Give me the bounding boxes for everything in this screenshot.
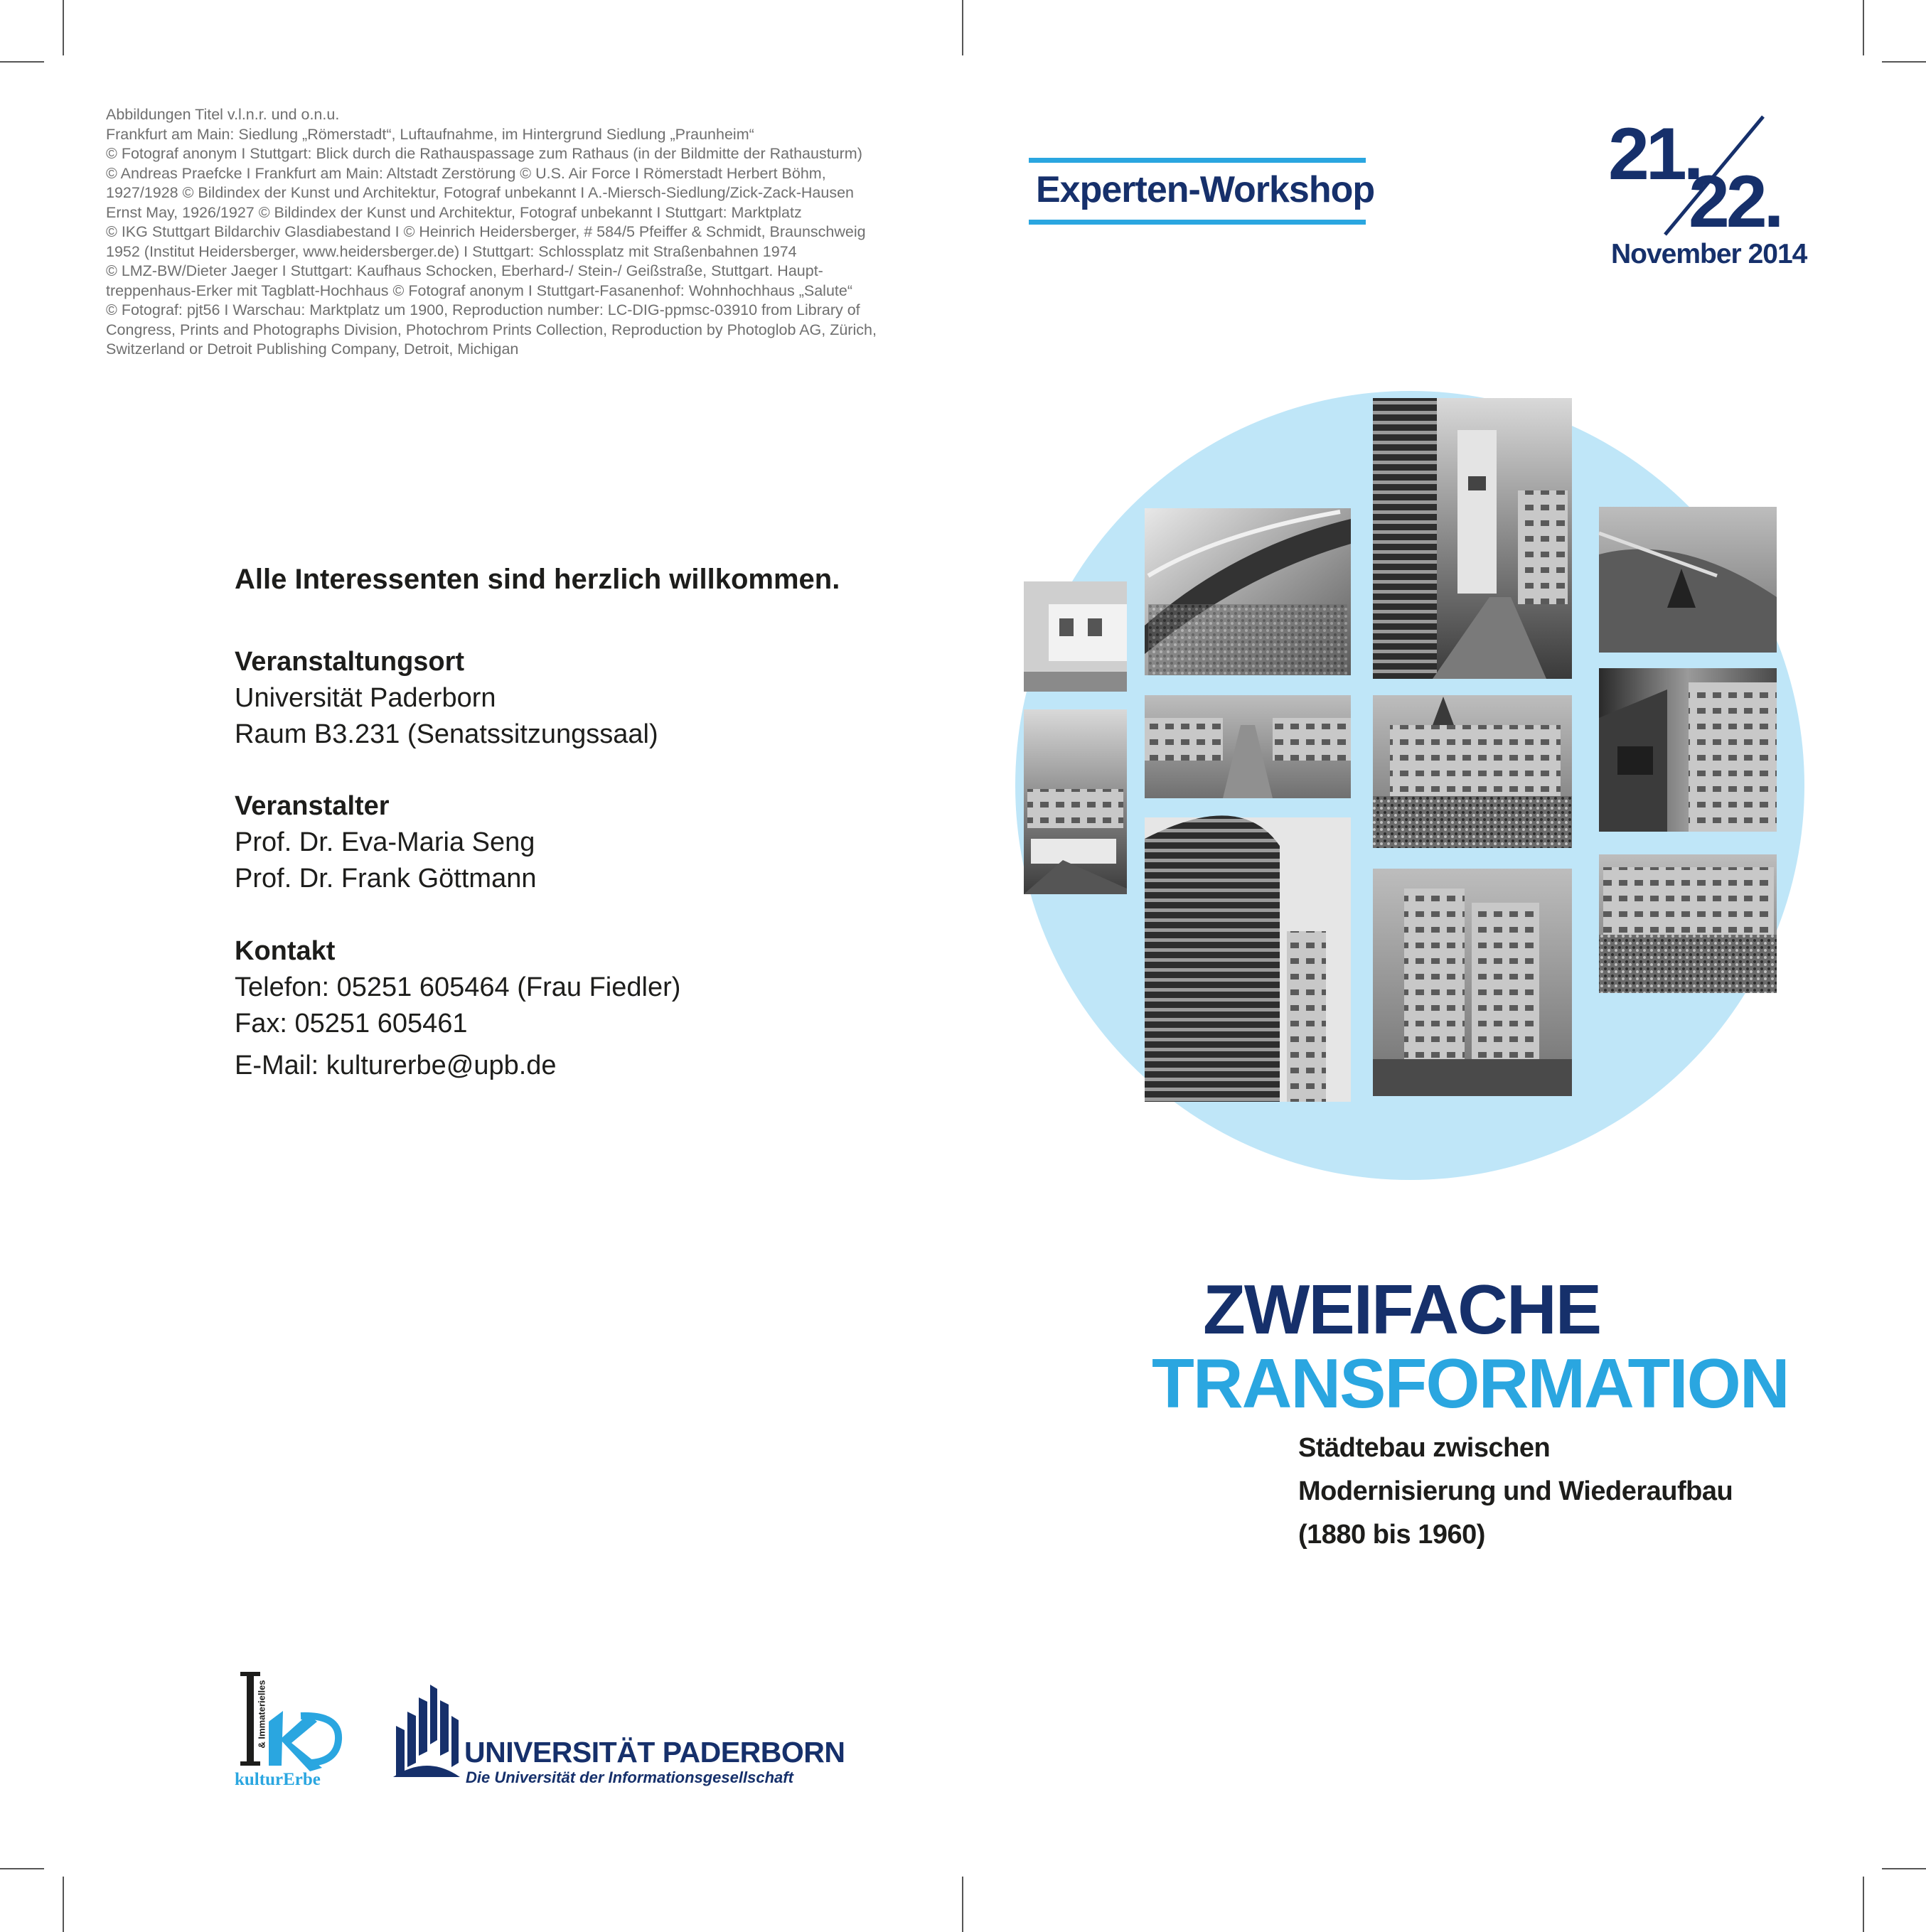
- credit-line: 1952 (Institut Heidersberger, www.heidersberger.de) I Stuttgart: Schlossplatz mit Straßenbahnen 1974: [106, 242, 797, 260]
- venue-section: [235, 644, 874, 753]
- photo-house-left: [1024, 581, 1127, 692]
- crop-mark: [962, 0, 963, 55]
- photo-pfeiffer-schmidt: [1599, 668, 1777, 832]
- photo-frankfurt-zerstoerung: [1599, 507, 1777, 653]
- crop-mark: [1863, 1877, 1864, 1932]
- subtitle-line: (1880 bis 1960): [1298, 1520, 1485, 1550]
- crop-mark: [0, 61, 44, 63]
- photo-roemerstadt-aerial: [1145, 508, 1351, 675]
- photo-rathauspassage: [1373, 398, 1572, 679]
- ike-wordmark: kulturErbe: [235, 1770, 321, 1789]
- ike-vertical-text: & Immaterielles: [256, 1680, 267, 1749]
- crop-mark: [63, 1877, 64, 1932]
- crop-mark: [0, 1868, 44, 1869]
- title-line-2: TRANSFORMATION: [1152, 1344, 1789, 1422]
- crop-mark: [1882, 1868, 1926, 1869]
- welcome-text: Alle Interessenten sind herzlich willkommen.: [235, 564, 840, 595]
- photo-kaufhaus-schocken: [1145, 815, 1351, 1102]
- contact-email[interactable]: E-Mail: kulturerbe@upb.de: [235, 1051, 557, 1080]
- upb-building-icon: [393, 1683, 461, 1779]
- workshop-banner: [1029, 158, 1375, 225]
- credit-line: 1927/1928 © Bildindex der Kunst und Architektur, Fotograf unbekannt I A.-Miersch-Siedlung/Zick-Zack-Hausen: [106, 184, 854, 201]
- venue-heading: Veranstaltungsort: [235, 647, 465, 677]
- photo-schlossplatz-tram: [1024, 709, 1127, 894]
- organizer-heading: Veranstalter: [235, 791, 390, 821]
- venue-line: Raum B3.231 (Senatssitzungssaal): [235, 719, 658, 749]
- crop-mark: [63, 0, 64, 55]
- contact-fax: Fax: 05251 605461: [235, 1009, 468, 1039]
- photo-stuttgart-marktplatz: [1373, 695, 1572, 848]
- organizer-line: Prof. Dr. Frank Göttmann: [235, 864, 537, 893]
- subtitle: [1298, 1427, 1733, 1557]
- bottom-rule: [1029, 220, 1366, 225]
- venue-line: Universität Paderborn: [235, 683, 496, 713]
- top-rule: [1029, 158, 1366, 163]
- subtitle-line: Modernisierung und Wiederaufbau: [1298, 1476, 1733, 1506]
- credit-line: Congress, Prints and Photographs Division, Photochrom Prints Collection, Reproduction by Photoglob AG, Zürich,: [106, 321, 877, 338]
- universitaet-paderborn-logo: [393, 1683, 845, 1793]
- credit-line: Abbildungen Titel v.l.n.r. und o.n.u.: [106, 106, 340, 123]
- credit-line: treppenhaus-Erker mit Tagblatt-Hochhaus © Fotograf anonym I Stuttgart-Fasanenhof: Wohnhochhaus „Salute“: [106, 281, 853, 299]
- workshop-label: Experten-Workshop: [1036, 169, 1375, 210]
- organizer-line: Prof. Dr. Eva-Maria Seng: [235, 827, 535, 857]
- crop-mark: [1882, 61, 1926, 63]
- photo-zickzackhausen: [1145, 695, 1351, 798]
- upb-name: UNIVERSITÄT PADERBORN: [464, 1736, 845, 1769]
- credit-line: © LMZ-BW/Dieter Jaeger I Stuttgart: Kaufhaus Schocken, Eberhard-/ Stein-/ Geißstraße, Stuttgart. Haupt-: [106, 262, 823, 279]
- contact-phone: Telefon: 05251 605464 (Frau Fiedler): [235, 972, 681, 1002]
- credit-line: © Andreas Praefcke I Frankfurt am Main: Altstadt Zerstörung © U.S. Air Force I Römerstadt Herbert Böhm,: [106, 164, 826, 182]
- contact-heading: Kontakt: [235, 936, 336, 966]
- crop-mark: [962, 1877, 963, 1932]
- date-day1: 21.: [1608, 113, 1701, 195]
- contact-section: [235, 933, 874, 1084]
- kulturerbe-logo: [233, 1672, 354, 1793]
- image-credits: [106, 105, 881, 360]
- credit-line: © Fotograf anonym I Stuttgart: Blick durch die Rathauspassage zum Rathaus (in der Bildmitte der Rathausturm): [106, 145, 862, 162]
- credit-line: © Fotograf: pjt56 I Warschau: Marktplatz um 1900, Reproduction number: LC-DIG-ppmsc-03910 from Library of: [106, 301, 860, 318]
- photo-warschau-marktplatz: [1599, 854, 1777, 993]
- title-line-1: ZWEIFACHE: [1203, 1270, 1601, 1348]
- credit-line: Frankfurt am Main: Siedlung „Römerstadt“, Luftaufnahme, im Hintergrund Siedlung „Praunheim“: [106, 125, 754, 143]
- photo-wohnhochhaus-salute: [1373, 869, 1572, 1096]
- credit-line: Switzerland or Detroit Publishing Company, Detroit, Michigan: [106, 340, 519, 358]
- date-month: November 2014: [1611, 239, 1807, 269]
- credit-line: Ernst May, 1926/1927 © Bildindex der Kunst und Architektur, Fotograf unbekannt I Stuttgart: Marktplatz: [106, 203, 802, 221]
- photo-collage: [1006, 391, 1817, 1187]
- organizer-section: [235, 788, 874, 897]
- upb-tagline: Die Universität der Informationsgesellschaft: [466, 1769, 793, 1786]
- crop-mark: [1863, 0, 1864, 55]
- date-day2: 22.: [1689, 161, 1781, 243]
- credit-line: © IKG Stuttgart Bildarchiv Glasdiabestand I © Heinrich Heidersberger, # 584/5 Pfeiffer & Schmidt, Braunschweig: [106, 223, 866, 240]
- ike-vertical-wrap: [254, 1675, 268, 1761]
- subtitle-line: Städtebau zwischen: [1298, 1433, 1551, 1463]
